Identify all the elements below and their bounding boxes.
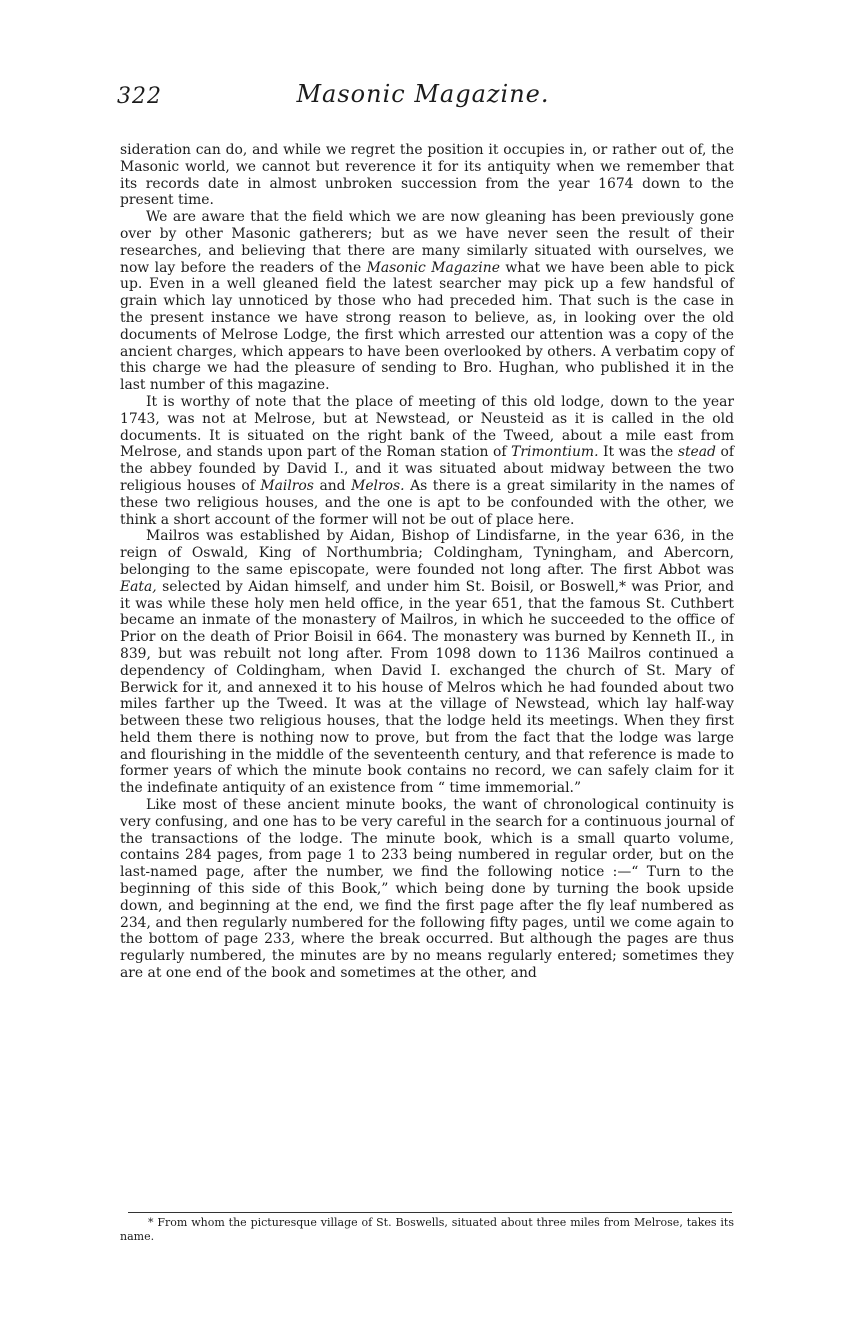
page-number: 322: [117, 84, 162, 109]
article-body: [120, 142, 734, 982]
footnote: * From whom the picturesque village of St. Boswells, situated about three miles from Melrose, takes its name.: [120, 1216, 734, 1243]
paragraph-5: Like most of these ancient minute books, the want of chronological continuity is very confusing, and one has to be very careful in the search for a continuous journal of the transactions of the lodge. The minute book, which is a small quarto volume, contains 284 pages, from page 1 to 233 being numbered in regular order, but on the last-named page, after the number, we find the following notice :—“ Turn to the beginning of this side of this Book,” which being done by turning the book upside down, and beginning at the end, we find the first page after the fly leaf numbered as 234, and then regularly numbered for the following fifty pages, until we come again to the bottom of page 233, where the break occurred. But although the pages are thus regularly numbered, the minutes are by no means regularly entered; sometimes they are at one end of the book and sometimes at the other, and: [120, 797, 734, 982]
footnote-divider: [128, 1212, 732, 1213]
paragraph-2: We are aware that the field which we are now gleaning has been previously gone over by other Masonic gatherers; but as we have never seen the result of their researches, and believing that there are many similarly situated with ourselves, we now lay before the readers of the Masonic Magazine what we have been able to pick up. Even in a well gleaned field the latest searcher may pick up a few handsful of grain which lay unnoticed by those who had preceded him. That such is the case in the present instance we have strong reason to believe, as, in looking over the old documents of Melrose Lodge, the first which arrested our attention was a copy of the ancient charges, which appears to have been overlooked by others. A verbatim copy of this charge we had the pleasure of sending to Bro. Hughan, who published it in the last number of this magazine.: [120, 209, 735, 394]
running-title: Masonic Magazine.: [296, 80, 550, 108]
paragraph-4: Mailros was established by Aidan, Bishop of Lindisfarne, in the year 636, in the reign of Oswald, King of Northumbria; Coldingham, Tyningham, and Abercorn, belonging to the same episcopate, were founded not long after. The first Abbot was Eata, selected by Aidan himself, and under him St. Boisil, or Boswell,* was Prior, and it was while these holy men held office, in the year 651, that the famous St. Cuthbert became an inmate of the monastery of Mailros, in which he succeeded to the office of Prior on the death of Prior Boisil in 664. The monastery was burned by Kenneth II., in 839, but was rebuilt not long after. From 1098 down to 1136 Mailros continued a dependency of Coldingham, when David I. exchanged the church of St. Mary of Berwick for it, and annexed it to his house of Melros which he had founded about two miles farther up the Tweed. It was at the village of Newstead, which lay half-way between these two religious houses, that the lodge held its meetings. When they first held them there is nothing now to prove, but from the fact that the lodge was large and flourishing in the middle of the seventeenth century, and that reference is made to former years of which the minute book contains no record, we can safely claim for it the indefinate antiquity of an existence from “ time immemorial.”: [120, 528, 734, 797]
paragraph-3: It is worthy of note that the place of meeting of this old lodge, down to the year 1743, was not at Melrose, but at Newstead, or Neusteid as it is called in the old documents. It is situated on the right bank of the Tweed, about a mile east from Melrose, and stands upon part of the Roman station of Trimontium. It was the stead of the abbey founded by David I., and it was situated about midway between the two religious houses of Mailros and Melros. As there is a great similarity in the names of these two religious houses, and the one is apt to be confounded with the other, we think a short account of the former will not be out of place here.: [120, 393, 735, 528]
paragraph-1: sideration can do, and while we regret the position it occupies in, or rather out of, the Masonic world, we cannot but reverence it for its antiquity when we remember that its records date in almost unbroken succession from the year 1674 down to the present time.: [120, 142, 734, 209]
